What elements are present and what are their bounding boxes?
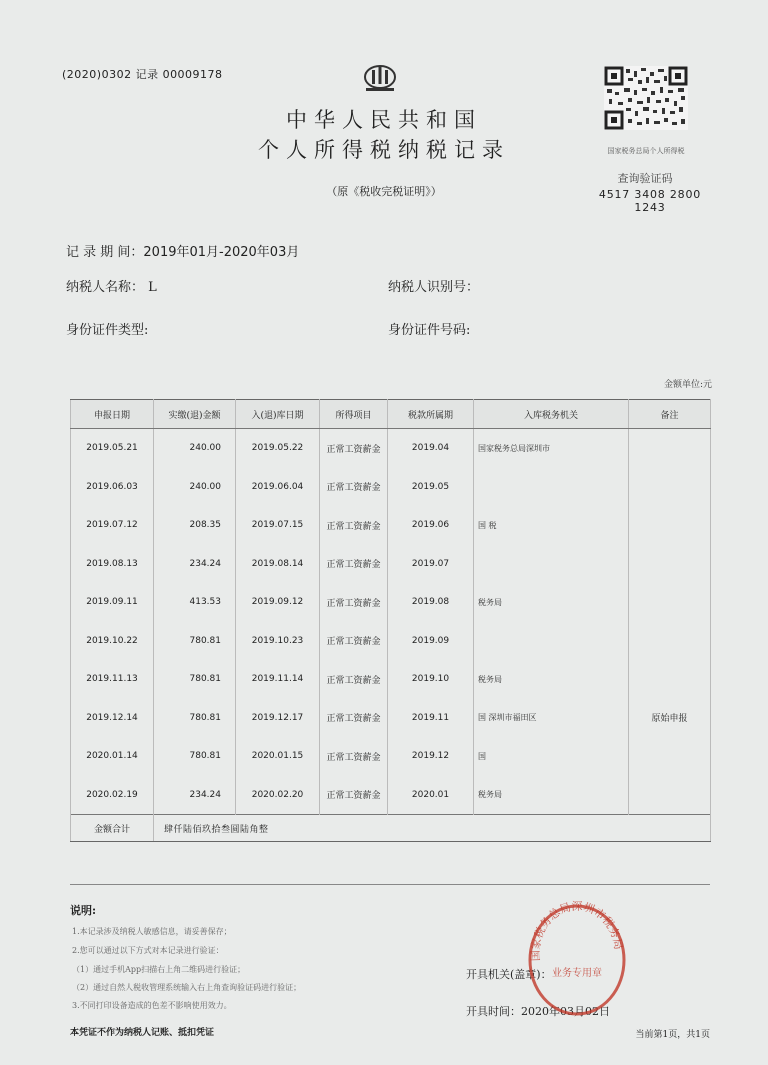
note-item: （1）通过手机App扫描右上角二维码进行验证； xyxy=(72,965,246,974)
tax-office xyxy=(474,468,629,507)
remark: 原始申报 xyxy=(629,699,711,738)
tax-period: 2020.01 xyxy=(388,776,474,815)
stock-date: 2019.11.14 xyxy=(236,660,320,699)
qr-code-icon[interactable] xyxy=(604,66,688,130)
record-period xyxy=(66,241,299,260)
declare-date: 2019.06.03 xyxy=(71,468,154,507)
declare-date: 2019.09.11 xyxy=(71,583,154,622)
col-header-tax-office: 入库税务机关 xyxy=(474,400,629,429)
col-header-remark: 备注 xyxy=(629,400,711,429)
taxpayer-name xyxy=(66,276,157,295)
table-row xyxy=(71,468,711,507)
remark xyxy=(629,545,711,584)
taxpayer-id xyxy=(388,276,479,295)
table-row xyxy=(71,506,711,545)
tax-office xyxy=(474,545,629,584)
stock-date: 2020.02.20 xyxy=(236,776,320,815)
declare-date: 2020.02.19 xyxy=(71,776,154,815)
remark xyxy=(629,776,711,815)
tax-office: 国 税 xyxy=(474,506,629,545)
tax-office: 国 深圳市福田区 xyxy=(474,699,629,738)
taxpayer-name-value: L xyxy=(148,280,157,295)
table-row xyxy=(71,545,711,584)
table-row xyxy=(71,737,711,776)
remark xyxy=(629,429,711,468)
amount: 780.81 xyxy=(154,737,236,776)
tax-period: 2019.06 xyxy=(388,506,474,545)
tax-period: 2019.07 xyxy=(388,545,474,584)
verify-code-label: 查询验证码 xyxy=(617,172,673,185)
stock-date: 2019.05.22 xyxy=(236,429,320,468)
declare-date: 2019.12.14 xyxy=(71,699,154,738)
table-row xyxy=(71,776,711,815)
tax-period: 2019.10 xyxy=(388,660,474,699)
declare-date: 2019.08.13 xyxy=(71,545,154,584)
tax-period: 2019.12 xyxy=(388,737,474,776)
note-item: 2.您可以通过以下方式对本记录进行验证： xyxy=(72,946,224,955)
table-row xyxy=(71,583,711,622)
table-row xyxy=(71,429,711,468)
amount: 780.81 xyxy=(154,622,236,661)
issuing-authority: 开具机关(盖章)： xyxy=(466,968,552,981)
stock-date: 2019.07.15 xyxy=(236,506,320,545)
official-seal-stamp xyxy=(526,898,628,1018)
income-item: 正常工资薪金 xyxy=(320,737,388,776)
tax-office: 税务局 xyxy=(474,776,629,815)
stock-date: 2019.06.04 xyxy=(236,468,320,507)
tax-office: 税务局 xyxy=(474,660,629,699)
remark xyxy=(629,622,711,661)
disclaimer: 本凭证不作为纳税人记账、抵扣凭证 xyxy=(70,1028,215,1038)
document-title-line2: 个人所得税纳税记录 xyxy=(258,138,510,162)
table-row xyxy=(71,622,711,661)
remark xyxy=(629,506,711,545)
taxpayer-name-label: 纳税人名称： xyxy=(66,280,145,295)
income-item: 正常工资薪金 xyxy=(320,622,388,661)
income-item: 正常工资薪金 xyxy=(320,699,388,738)
tax-period: 2019.08 xyxy=(388,583,474,622)
declare-date: 2019.10.22 xyxy=(71,622,154,661)
table-header-row xyxy=(71,400,711,429)
record-number: (2020)0302 记录 00009178 xyxy=(62,68,223,81)
note-item: （2）通过自然人税收管理系统输入右上角查询验证码进行验证； xyxy=(72,983,302,992)
income-item: 正常工资薪金 xyxy=(320,583,388,622)
amount-unit: 金额单位:元 xyxy=(663,380,712,390)
remark xyxy=(629,737,711,776)
declare-date: 2019.11.13 xyxy=(71,660,154,699)
id-type-label: 身份证件类型: xyxy=(66,323,149,338)
col-header-amount: 实缴(退)金额 xyxy=(154,400,236,429)
declare-date: 2020.01.14 xyxy=(71,737,154,776)
col-header-income-item: 所得项目 xyxy=(320,400,388,429)
amount: 780.81 xyxy=(154,660,236,699)
taxpayer-id-label: 纳税人识别号： xyxy=(388,280,480,295)
stock-date: 2019.09.12 xyxy=(236,583,320,622)
remark xyxy=(629,660,711,699)
page-indicator: 当前第1页，共1页 xyxy=(635,1030,710,1040)
declare-date: 2019.07.12 xyxy=(71,506,154,545)
table-row xyxy=(71,660,711,699)
total-amount-words: 肆仟陆佰玖拾叁圆陆角整 xyxy=(154,815,711,842)
amount: 780.81 xyxy=(154,699,236,738)
stock-date: 2019.12.17 xyxy=(236,699,320,738)
record-period-label: 记 录 期 间： xyxy=(66,245,144,260)
col-header-tax-period: 税款所属期 xyxy=(388,400,474,429)
stamp-arc-text: 国家税务总局深圳市税务局 xyxy=(528,899,625,962)
note-item: 3.不同打印设备造成的色差不影响使用效力。 xyxy=(72,1001,232,1010)
income-item: 正常工资薪金 xyxy=(320,506,388,545)
stock-date: 2019.08.14 xyxy=(236,545,320,584)
col-header-stock-date: 入(退)库日期 xyxy=(236,400,320,429)
amount: 240.00 xyxy=(154,429,236,468)
tax-emblem-icon xyxy=(362,64,398,94)
tax-period: 2019.04 xyxy=(388,429,474,468)
svg-text:国家税务总局深圳市税务局 xyxy=(528,900,625,962)
tax-office: 国家税务总局深圳市 xyxy=(474,429,629,468)
document-subtitle: （原《税收完税证明》） xyxy=(326,185,442,198)
section-divider xyxy=(70,884,710,885)
verify-code-value: 4517 3408 2800 1243 xyxy=(598,188,702,214)
id-number xyxy=(388,319,470,338)
income-item: 正常工资薪金 xyxy=(320,468,388,507)
stamp-center-text: 业务专用章 xyxy=(552,968,602,979)
tax-office: 税务局 xyxy=(474,583,629,622)
income-item: 正常工资薪金 xyxy=(320,429,388,468)
amount: 208.35 xyxy=(154,506,236,545)
tax-period: 2019.05 xyxy=(388,468,474,507)
amount: 234.24 xyxy=(154,776,236,815)
document-title-line1: 中华人民共和国 xyxy=(286,108,482,132)
record-period-value: 2019年01月-2020年03月 xyxy=(143,245,300,260)
declare-date: 2019.05.21 xyxy=(71,429,154,468)
stock-date: 2020.01.15 xyxy=(236,737,320,776)
amount: 234.24 xyxy=(154,545,236,584)
amount: 240.00 xyxy=(154,468,236,507)
note-item: 1.本记录涉及纳税人敏感信息，请妥善保存； xyxy=(72,927,232,936)
id-type xyxy=(66,319,148,338)
remark xyxy=(629,583,711,622)
id-number-label: 身份证件号码: xyxy=(388,323,471,338)
total-row xyxy=(71,815,711,842)
notes-title: 说明: xyxy=(70,904,97,917)
qr-caption: 国家税务总局个人所得税 xyxy=(607,147,685,155)
tax-record-table xyxy=(70,399,711,842)
tax-office: 国 xyxy=(474,737,629,776)
income-item: 正常工资薪金 xyxy=(320,776,388,815)
tax-period: 2019.09 xyxy=(388,622,474,661)
amount: 413.53 xyxy=(154,583,236,622)
tax-office xyxy=(474,622,629,661)
issue-time: 开具时间：2020年03月02日 xyxy=(466,1005,610,1018)
table-row xyxy=(71,699,711,738)
remark xyxy=(629,468,711,507)
total-label: 金额合计 xyxy=(71,815,154,842)
stock-date: 2019.10.23 xyxy=(236,622,320,661)
income-item: 正常工资薪金 xyxy=(320,660,388,699)
tax-period: 2019.11 xyxy=(388,699,474,738)
col-header-declare-date: 申报日期 xyxy=(71,400,154,429)
income-item: 正常工资薪金 xyxy=(320,545,388,584)
